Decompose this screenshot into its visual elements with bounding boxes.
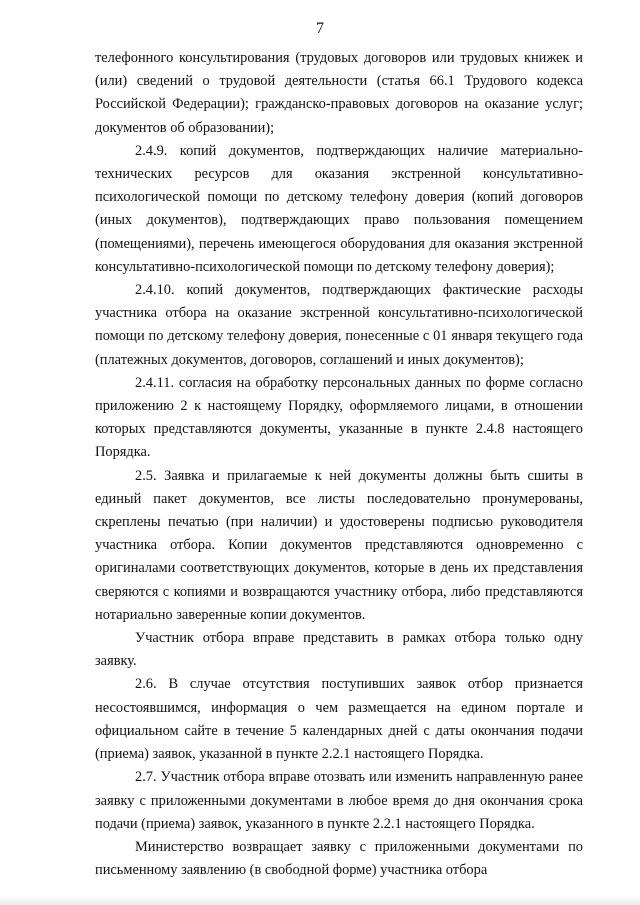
paragraph-continuation: телефонного консультирования (трудовых договоров или трудовых книжек и (или) сведений о трудовой деятельности (статья 66.1 Трудового кодекса Российской Федерации); гражданско-правовых договоров на оказание услуг; документов об образовании); <box>95 50 583 136</box>
paragraph-2-5: 2.5. Заявка и прилагаемые к ней документы должны быть сшиты в единый пакет документов, все листы последовательно пронумерованы, скреплены печатью (при наличии) и удостоверены подписью руководителя участника отбора. Копии документов представляются одновременно с оригиналами соответствующих документов, которые в день их представления сверяются с копиями и возвращаются участнику отбора, либо представляются нотариально заверенные копии документов. <box>95 467 583 623</box>
paragraph-2-4-11: 2.4.11. согласия на обработку персональных данных по форме согласно приложению 2 к настоящему Порядку, оформляемого лицами, в отношении которых представляются документы, указанные в пункте 2.4.8 настоящего Порядка. <box>95 374 583 461</box>
paragraph-2-4-9: 2.4.9. копий документов, подтверждающих наличие материально-технических ресурсов для оказания экстренной консультативно-психологической помощи по детскому телефону доверия (копий договоров (иных документов), подтверждающих право пользования помещением (помещениями), перечень имеющегося оборудования для оказания экстренной консультативно-психологической помощи по детскому телефону доверия); <box>95 142 583 275</box>
scan-bottom-shadow <box>0 895 640 905</box>
paragraph-2-6: 2.6. В случае отсутствия поступивших заявок отбор признается несостоявшимся, информация о чем размещается на едином портале и официальном сайте в течение 5 календарных дней с даты окончания подачи (приема) заявок, указанной в пункте 2.2.1 настоящего Порядка. <box>95 676 583 763</box>
paragraph-2-7: 2.7. Участник отбора вправе отозвать или изменить направленную ранее заявку с приложенными документами в любое время до дня окончания срока подачи (приема) заявок, указанного в пункте 2.2.1 настоящего Порядка. <box>95 769 583 832</box>
paragraph-ministry-returns: Министерство возвращает заявку с приложенными документами по письменному заявлению (в свободной форме) участника отбора <box>95 838 583 879</box>
paragraph-single-application: Участник отбора вправе представить в рамках отбора только одну заявку. <box>95 630 583 670</box>
paragraph-2-4-10: 2.4.10. копий документов, подтверждающих фактические расходы участника отбора на оказание экстренной консультативно-психологической помощи по детскому телефону доверия, понесенные с 01 января текущего года (платежных документов, договоров, соглашений и иных документов); <box>95 282 583 368</box>
document-body <box>95 47 583 882</box>
page-number: 7 <box>316 20 324 37</box>
